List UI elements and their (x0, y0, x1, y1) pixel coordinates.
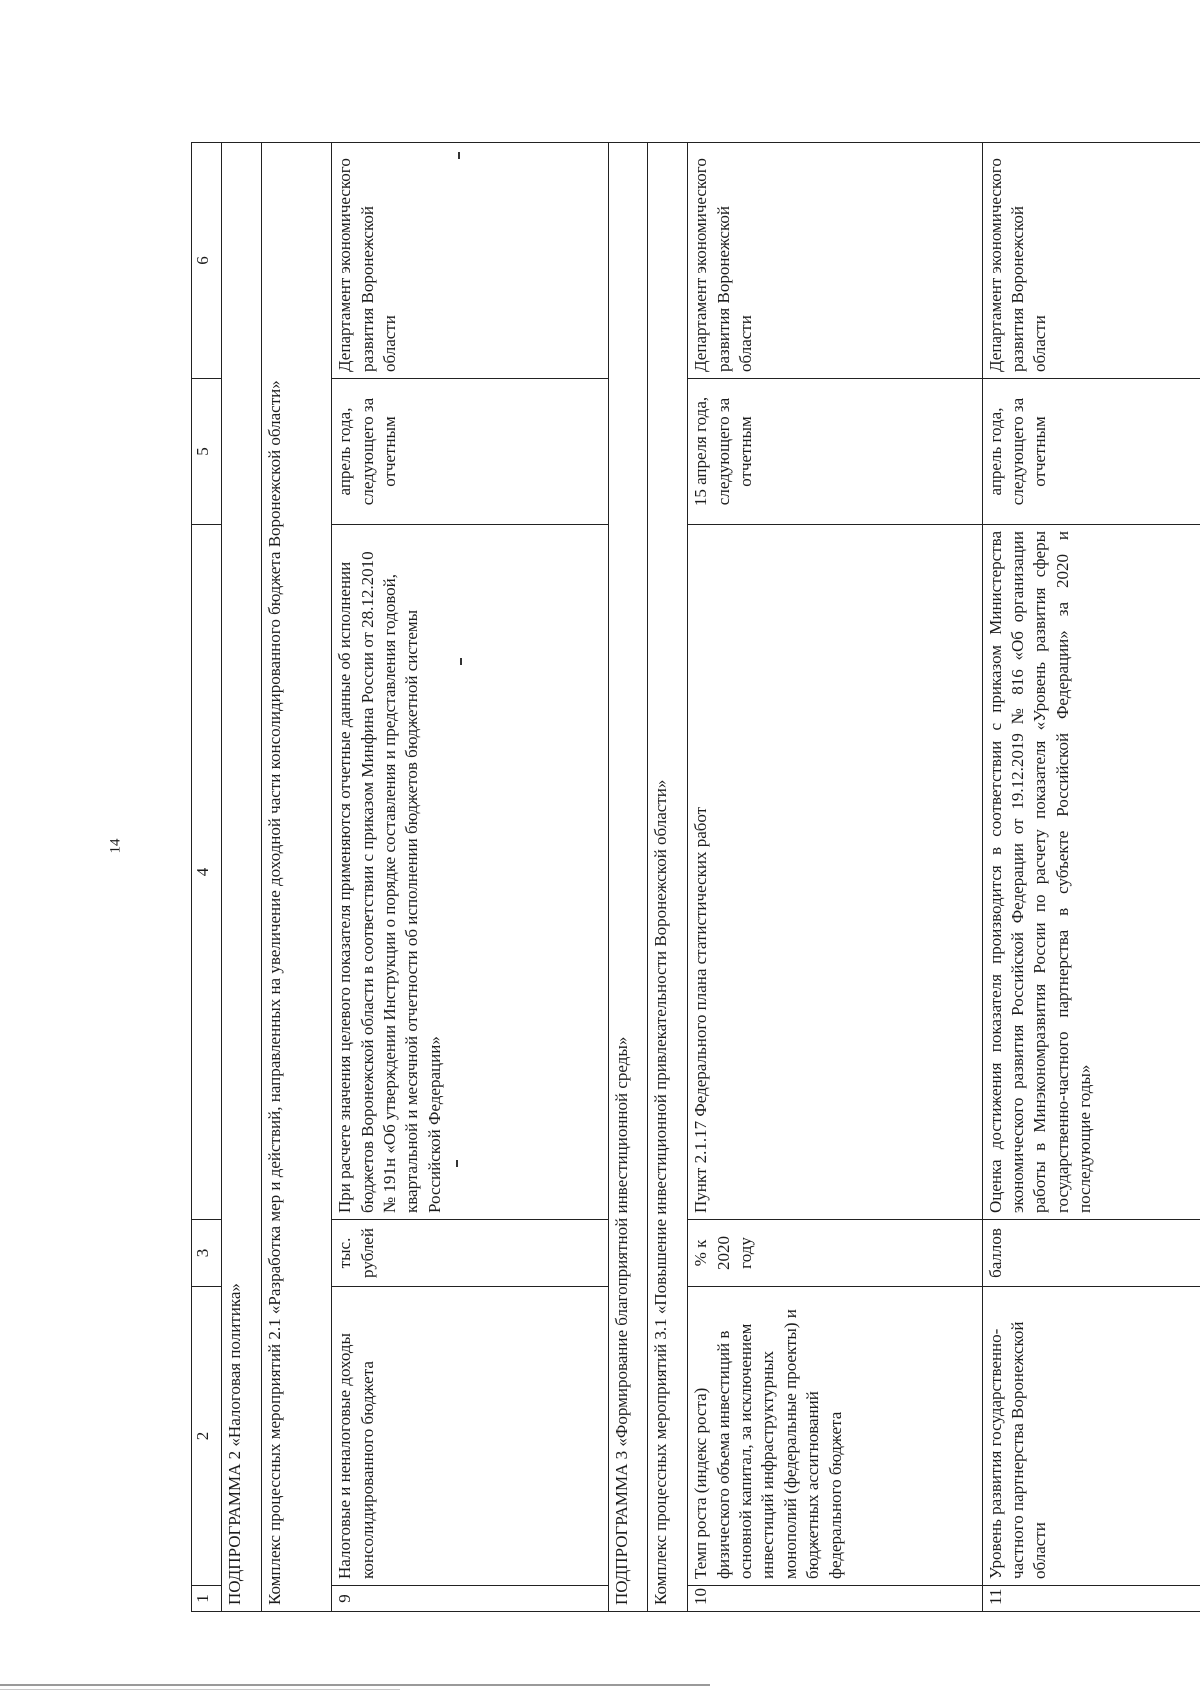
deadline-cell: 15 апреля года, следующего за отчетным (688, 379, 983, 525)
subprogram-3-title: ПОДПРОГРАММА 3 «Формирование благоприятной инвестиционной среды» (608, 143, 648, 1612)
deadline-cell: апрель года, следующего за отчетным (332, 379, 609, 525)
complex-2-1-title: Комплекс процессных мероприятий 2.1 «Разработка мер и действий, направленных на увеличение доходной части консолидированного бюджета Воронежской области» (261, 143, 331, 1612)
responsible-cell: Департамент экономического развития Воронежской области (982, 143, 1200, 379)
method-cell: При расчете значения целевого показателя применяются отчетные данные об исполнении бюджетов Воронежской области в соответствии с приказом Минфина России от 28.12.2010 № 191н «Об утверждении Инструкции о порядке составления и представления годовой, квартальной и месячной отчетности об исполнении бюджетов бюджетной системы Российской Федерации» (332, 525, 609, 1220)
column-number: 2 (192, 1287, 222, 1586)
row-number: 9 (332, 1586, 609, 1612)
unit-cell: тыс. рублей (332, 1220, 609, 1287)
unit-cell: % к 2020 году (688, 1220, 983, 1287)
indicator-name: Налоговые и неналоговые доходы консолидированного бюджета (332, 1287, 609, 1586)
unit-cell: баллов (982, 1220, 1200, 1287)
responsible-cell: Департамент экономического развития Воронежской области (688, 143, 983, 379)
subprogram-2-title: ПОДПРОГРАММА 2 «Налоговая политика» (222, 143, 262, 1612)
column-number-row (192, 143, 222, 1612)
row-number: 11 (982, 1586, 1200, 1612)
page-number: 14 (107, 838, 124, 854)
indicator-name: Темп роста (индекс роста) физического объема инвестиций в основной капитал, за исключением инвестиций инфраструктурных монополий (федеральные проекты) и бюджетных ассигнований федерального бюджета (688, 1287, 983, 1586)
complex-3-1-title: Комплекс процессных мероприятий 3.1 «Повышение инвестиционной привлекательности Воронежской области» (648, 143, 688, 1612)
method-cell: Оценка достижения показателя производится в соответствии с приказом Министерства экономического развития Российской Федерации от 19.12.2019 № 816 «Об организации работы в Минэкономразвития России по расчету показателя «Уровень развития сферы государственно-частного партнерства в субъекте Российской Федерации» за 2020 и последующие годы» (982, 525, 1200, 1220)
scan-edge-line (0, 1684, 710, 1686)
indicators-table (191, 142, 1200, 1612)
method-cell: Пункт 2.1.17 Федерального плана статистических работ (688, 525, 983, 1220)
column-number: 6 (192, 143, 222, 379)
row-number: 10 (688, 1586, 983, 1612)
table-row (332, 143, 609, 1612)
rotated-table-container (191, 143, 1200, 1612)
table-row (688, 143, 983, 1612)
column-number: 5 (192, 379, 222, 525)
subprogram-row (608, 143, 648, 1612)
scan-edge-line (0, 1689, 400, 1690)
responsible-cell: Департамент экономического развития Воронежской области (332, 143, 609, 379)
column-number: 4 (192, 525, 222, 1220)
complex-row (648, 143, 688, 1612)
column-number: 3 (192, 1220, 222, 1287)
indicator-name: Уровень развития государственно-частного партнерства Воронежской области (982, 1287, 1200, 1586)
complex-row (261, 143, 331, 1612)
subprogram-row (222, 143, 262, 1612)
column-number: 1 (192, 1586, 222, 1612)
deadline-cell: апрель года, следующего за отчетным (982, 379, 1200, 525)
table-row (982, 143, 1200, 1612)
